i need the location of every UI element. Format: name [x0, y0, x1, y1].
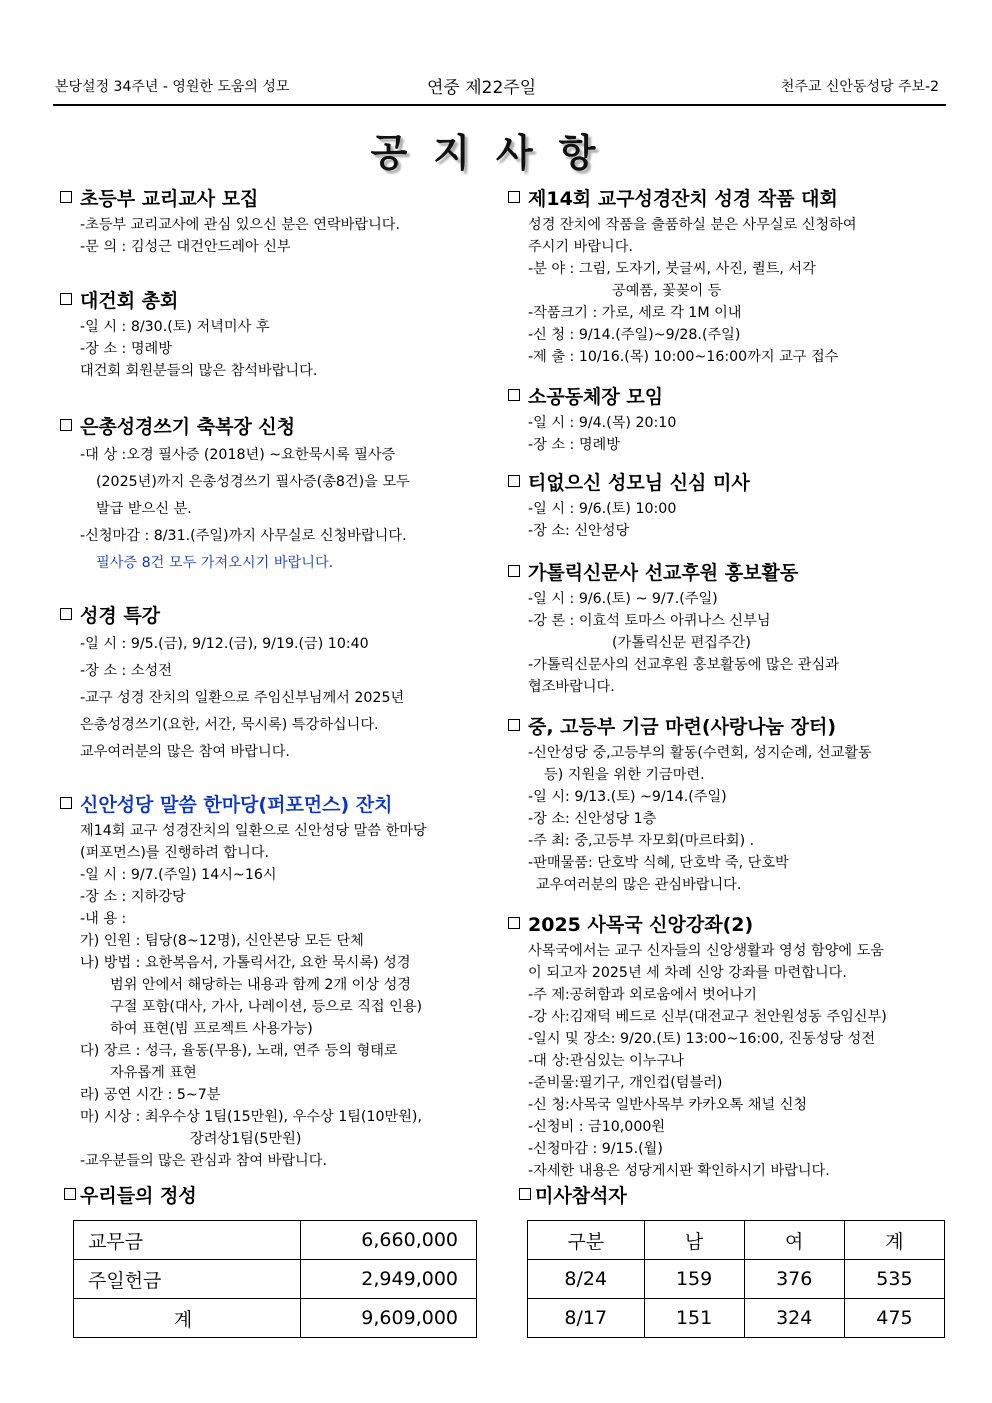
table-cell: 324 [744, 1299, 844, 1338]
notice-line: -일 시 : 9/7.(주일) 14시~16시 [80, 867, 277, 883]
notice-line: -신청비 : 금10,000원 [528, 1119, 666, 1135]
notice-line: -강 론 : 이효석 토마스 아퀴나스 신부님 [528, 613, 771, 629]
notice-line: 협조바랍니다. [528, 679, 615, 695]
notice-line: 장려상1팀(5만원) [190, 1131, 302, 1147]
header-divider [53, 104, 946, 106]
notice-line: 범위 안에서 해당하는 내용과 함께 2개 이상 성경 [110, 977, 411, 993]
right-column [508, 184, 948, 1182]
table-cell: 376 [744, 1260, 844, 1299]
notice-line: 하여 표현(빔 프로젝트 사용가능) [110, 1021, 313, 1037]
notice-title: 신안성당 말씀 한마당(퍼포먼스) 잔치 [60, 790, 492, 820]
notice-title: 소공동체장 모임 [508, 382, 948, 412]
notice-line: 구절 포함(대사, 가사, 나레이션, 등으로 직접 인용) [110, 999, 423, 1015]
notice-faith-lecture [508, 910, 948, 1182]
notice-line: -일 시 : 8/30.(토) 저녁미사 후 [80, 319, 270, 335]
notice-line: 등) 지원을 위한 기금마련. [544, 767, 705, 783]
notice-line: 대건회 회원분들의 많은 참석바랍니다. [80, 363, 318, 379]
table-header-cell: 남 [644, 1221, 744, 1260]
notice-title: 티없으신 성모님 신심 미사 [508, 468, 948, 498]
notice-line: 발급 받으신 분. [96, 501, 192, 517]
notice-line: -일 시 : 9/6.(토) ~ 9/7.(주일) [528, 591, 718, 607]
offering-title: 우리들의 정성 [64, 1181, 197, 1208]
notice-line: -제 출 : 10/16.(목) 10:00~16:00까지 교구 접수 [528, 349, 839, 365]
table-cell: 8/17 [528, 1299, 645, 1338]
header-right: 천주교 신안동성당 주보-2 [780, 79, 939, 95]
notice-line: -교구 성경 잔치의 일환으로 주임신부님께서 2025년 [80, 690, 405, 706]
table-cell-label: 교무금 [74, 1221, 301, 1260]
notice-line: -강 사:김재덕 베드로 신부(대전교구 천안원성동 주임신부) [528, 1009, 887, 1025]
notice-line: -작품크기 : 가로, 세로 각 1M 이내 [528, 305, 742, 321]
square-bullet-icon [508, 719, 520, 731]
table-cell: 159 [644, 1260, 744, 1299]
table-cell-amount: 6,660,000 [301, 1221, 477, 1260]
notice-bible-artwork-contest [508, 184, 948, 368]
notice-line: -장 소 : 명례방 [528, 437, 620, 453]
notice-line: (가톨릭신문 편집주간) [612, 635, 751, 651]
notice-teacher-recruit [60, 184, 492, 258]
header-center: 연중 제22주일 [427, 78, 537, 98]
notice-line: -주 제:공허함과 외로움에서 벗어나기 [528, 987, 758, 1003]
notice-line: -대 상 :오경 필사증 (2018년) ~요한묵시록 필사증 [80, 447, 396, 463]
table-row [74, 1260, 477, 1299]
table-row [74, 1299, 477, 1338]
notice-line: -신청마감 : 8/31.(주일)까지 사무실로 신청바랍니다. [80, 528, 407, 544]
notice-line: 다) 장르 : 성극, 율동(무용), 노래, 연주 등의 형태로 [80, 1043, 398, 1059]
square-bullet-icon [508, 565, 520, 577]
notice-line: 마) 시상 : 최우수상 1팀(15만원), 우수상 1팀(10만원), [80, 1109, 422, 1125]
notice-line: -판매물품: 단호박 식혜, 단호박 죽, 단호박 [528, 855, 789, 871]
notice-line: -장 소: 신안성당 1층 [528, 811, 657, 827]
notice-line: -일 시 : 9/4.(목) 20:10 [528, 415, 677, 431]
notice-line: -일 시: 9/13.(토) ~9/14.(주일) [528, 789, 727, 805]
notice-line: -신 청 : 9/14.(주일)~9/28.(주일) [528, 327, 741, 343]
notice-line: -일시 및 장소: 9/20.(토) 13:00~16:00, 진동성당 성전 [528, 1031, 876, 1047]
table-cell: 475 [844, 1299, 944, 1338]
notice-line: 주시기 바랍니다. [528, 239, 633, 255]
table-cell-amount: 2,949,000 [301, 1260, 477, 1299]
notice-title: 제14회 교구성경잔치 성경 작품 대회 [508, 184, 948, 214]
table-header-cell: 구분 [528, 1221, 645, 1260]
page-title: 공지사항 [370, 131, 622, 175]
square-bullet-icon [508, 389, 520, 401]
square-bullet-icon [60, 191, 72, 203]
notice-line: 나) 방법 : 요한복음서, 가톨릭서간, 요한 묵시록) 성경 [80, 955, 411, 971]
page-header [55, 76, 945, 100]
notice-title: 성경 특강 [60, 601, 492, 631]
notice-youth-fundraising [508, 712, 948, 896]
notice-bible-lecture [60, 601, 492, 766]
notice-line: -장 소: 신안성당 [528, 523, 630, 539]
notice-line: -일 시 : 9/5.(금), 9/12.(금), 9/19.(금) 10:40 [80, 636, 369, 652]
square-bullet-icon [60, 419, 72, 431]
table-cell-label: 계 [74, 1299, 301, 1338]
notice-line: 교우여러분의 많은 참여 바랍니다. [80, 744, 290, 760]
table-cell: 151 [644, 1299, 744, 1338]
notice-line: -장 소 : 명례방 [80, 341, 172, 357]
header-left: 본당설정 34주년 - 영원한 도움의 성모 [55, 79, 290, 95]
square-bullet-icon [60, 293, 72, 305]
notice-line: -대 상:관심있는 이누구나 [528, 1053, 684, 1069]
square-bullet-icon [508, 191, 520, 203]
notice-line: 제14회 교구 성경잔치의 일환으로 신안성당 말씀 한마당 [80, 823, 427, 839]
notice-line: -내 용 : [80, 911, 127, 927]
square-bullet-icon [519, 1188, 531, 1200]
table-header-cell: 여 [744, 1221, 844, 1260]
notice-line: 교우여러분의 많은 관심바랍니다. [536, 877, 742, 893]
notice-line: -준비물:필기구, 개인컵(텀블러) [528, 1075, 723, 1091]
notice-line: 공예품, 꽃꽂이 등 [612, 283, 722, 299]
notice-line: 자유롭게 표현 [110, 1065, 197, 1081]
notice-catholic-newspaper [508, 558, 948, 698]
notice-line: -신안성당 중,고등부의 활동(수련회, 성지순례, 선교활동 [528, 745, 872, 761]
table-cell-label: 주일헌금 [74, 1260, 301, 1299]
notice-line: -교우분들의 많은 관심과 참여 바랍니다. [80, 1153, 327, 1169]
left-column [60, 184, 492, 1172]
notice-title: 대건회 총회 [60, 286, 492, 316]
notice-bible-writing-blessing [60, 412, 492, 577]
notice-line: -문 의 : 김성근 대건안드레아 신부 [80, 239, 291, 255]
notice-title: 초등부 교리교사 모집 [60, 184, 492, 214]
square-bullet-icon [508, 475, 520, 487]
notice-line: 사목국에서는 교구 신자들의 신앙생활과 영성 함양에 도움 [528, 943, 884, 959]
table-cell: 535 [844, 1260, 944, 1299]
notice-line: 은총성경쓰기(요한, 서간, 묵시록) 특강하십니다. [80, 717, 379, 733]
notice-line: -분 야 : 그림, 도자기, 붓글씨, 사진, 퀼트, 서각 [528, 261, 816, 277]
notice-line: 이 되고자 2025년 세 차례 신앙 강좌를 마련합니다. [528, 965, 847, 981]
table-header-row [528, 1221, 945, 1260]
table-cell: 8/24 [528, 1260, 645, 1299]
attendance-table [527, 1220, 945, 1338]
notice-line-highlight: 필사증 8건 모두 가져오시기 바랍니다. [96, 555, 334, 571]
notice-line: -자세한 내용은 성당게시판 확인하시기 바랍니다. [528, 1163, 830, 1179]
notice-line: 라) 공연 시간 : 5~7분 [80, 1087, 221, 1103]
notice-line: (2025년)까지 은총성경쓰기 필사증(총8건)을 모두 [96, 474, 410, 490]
table-row [528, 1299, 945, 1338]
square-bullet-icon [60, 797, 72, 809]
notice-line: 성경 잔치에 작품을 출품하실 분은 사무실로 신청하여 [528, 217, 857, 233]
notice-line: -장 소 : 소성전 [80, 663, 172, 679]
square-bullet-icon [64, 1188, 76, 1200]
notice-line: -신 청:사목국 일반사목부 카카오톡 채널 신청 [528, 1097, 808, 1113]
notice-title: 은총성경쓰기 축복장 신청 [60, 412, 492, 442]
table-header-cell: 계 [844, 1221, 944, 1260]
notice-word-festival [60, 790, 492, 1172]
notice-line: -주 최: 중,고등부 자모회(마르타회) . [528, 833, 755, 849]
notice-daegeon-assembly [60, 286, 492, 382]
notice-line: (퍼포먼스)를 진행하려 합니다. [80, 845, 270, 861]
notice-line: -장 소 : 지하강당 [80, 889, 186, 905]
notice-line: -일 시 : 9/6.(토) 10:00 [528, 501, 677, 517]
notice-line: -초등부 교리교사에 관심 있으신 분은 연락바랍니다. [80, 217, 400, 233]
notice-immaculate-mass [508, 468, 948, 542]
square-bullet-icon [60, 608, 72, 620]
table-row [74, 1221, 477, 1260]
notice-title: 중, 고등부 기금 마련(사랑나눔 장터) [508, 712, 948, 742]
notice-line: -신청마감 : 9/15.(월) [528, 1141, 663, 1157]
attendance-title: 미사참석자 [519, 1181, 627, 1208]
table-cell-amount: 9,609,000 [301, 1299, 477, 1338]
square-bullet-icon [508, 917, 520, 929]
notice-line: 가) 인원 : 팀당(8~12명), 신안본당 모든 단체 [80, 933, 364, 949]
notice-title: 가톨릭신문사 선교후원 홍보활동 [508, 558, 948, 588]
notice-line: -가톨릭신문사의 선교후원 홍보활동에 많은 관심과 [528, 657, 839, 673]
notice-community-leaders [508, 382, 948, 456]
notice-title: 2025 사목국 신앙강좌(2) [508, 910, 948, 940]
offering-table [73, 1220, 477, 1338]
table-row [528, 1260, 945, 1299]
